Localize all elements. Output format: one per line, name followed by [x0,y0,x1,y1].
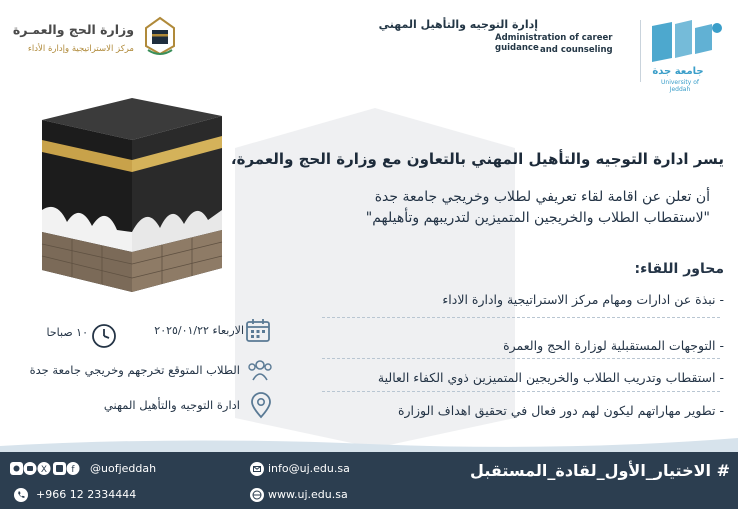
topic-item: - تطوير مهاراتهم ليكون لهم دور فعال في تحقيق اهداف الوزارة [397,403,724,418]
university-name-en: University of Jeddah [661,79,699,93]
web-icon [250,488,264,502]
university-name-ar: جامعة جدة [652,66,704,77]
footer-handle[interactable]: @uofjeddah [90,462,157,475]
location-pin-icon [247,392,275,420]
svg-text:X: X [40,465,48,475]
people-icon [246,356,274,384]
event-date: الاربعاء ٢٠٢٥/٠١/٢٢ [154,324,244,337]
department-name-ar: إدارة التوجيه والتأهيل المهني [378,18,538,31]
announcement-line-1: أن تعلن عن اقامة لقاء تعريفي لطلاب وخريجي جامعة جدة [374,189,710,205]
topic-divider [322,317,720,318]
footer-phone[interactable]: +966 12 2334444 [36,488,137,501]
department-name-en-2: and counseling [540,45,613,55]
department-name-en-1: Administration of career guidance [495,33,613,53]
topic-item: - التوجهات المستقبلية لوزارة الحج والعمرة [503,338,724,353]
announcement-line-2: "لاستقطاب الطلاب والخريجين المتميزين لتدريبهم وتأهيلهم" [365,210,710,226]
ministry-title: وزارة الحج والعمـرة [12,22,134,37]
event-organizer: ادارة التوجيه والتأهيل المهني [103,398,240,412]
topics-title: محاور اللقاء: [634,261,724,277]
footer-slogan: # الاختيار_الأول_لقادة_المستقبل [470,461,730,480]
phone-icon [14,488,28,502]
social-icons[interactable] [10,462,84,476]
topic-item: - نبذة عن ادارات ومهام مركز الاستراتيجية وادارة الاداء [442,292,724,307]
topic-divider [322,358,720,359]
mail-icon [250,462,264,476]
topic-divider [322,391,720,392]
footer-website[interactable]: www.uj.edu.sa [268,488,348,501]
clock-icon [90,322,118,350]
svg-text:f: f [71,465,75,475]
university-logo-icon [642,18,726,64]
announcement-headline: يسر ادارة التوجيه والتأهيل المهني بالتعاون مع وزارة الحج والعمرة، [230,150,724,168]
event-time: ١٠ صباحا [46,326,88,339]
calendar-icon [244,316,272,344]
footer-email[interactable]: info@uj.edu.sa [268,462,350,475]
ministry-subtitle: مركز الاستراتيجية وإدارة الأداء [27,44,134,54]
ministry-emblem-icon [138,14,182,58]
event-audience: الطلاب المتوقع تخرجهم وخريجي جامعة جدة [29,363,240,377]
topic-item: - استقطاب وتدريب الطلاب والخريجين المتميزين ذوي الكفاء العالية [377,370,724,385]
kaaba-illustration [12,92,242,302]
